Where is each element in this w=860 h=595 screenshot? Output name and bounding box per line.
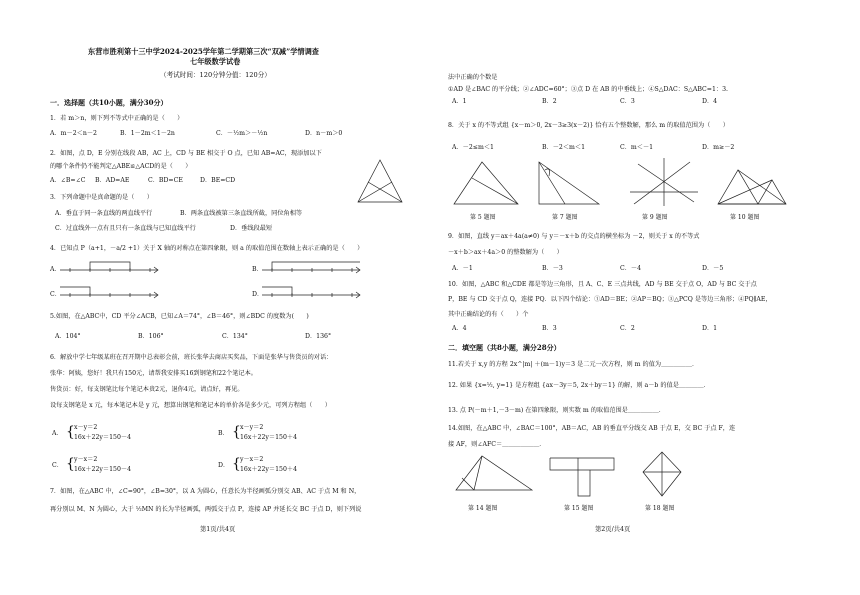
question-10-line-3: 其中正确结论的有（ ）个 xyxy=(448,311,529,318)
figure-q7 xyxy=(535,156,605,208)
q7-option-a: A．1 xyxy=(452,98,467,105)
question-14-line-2: 接 AF，则∠AFC＝＿＿＿＿＿＿． xyxy=(448,441,546,448)
q1-option-a: A．m－2＜n－2 xyxy=(50,130,97,137)
q5-option-c: C．134° xyxy=(222,333,248,340)
q3-option-c: C．过直线外一点有且只有一条直线与已知直线平行 xyxy=(55,225,196,232)
question-6-line-4: 设每支钢笔是 x 元，每本笔记本是 y 元，想算出钢笔和笔记本的单价各是多少元，可列方程组（ ） xyxy=(50,402,331,409)
q7-option-c: C．3 xyxy=(620,98,635,105)
question-2-line-2: 的哪个条件仍不能判定△ABE≌△ACD的是（ ） xyxy=(50,163,192,170)
caption-fig-15: 第 15 题图 xyxy=(564,505,594,512)
q5-option-a: A．104° xyxy=(55,333,81,340)
q6-option-d-eq1: y－x＝2 xyxy=(240,456,264,463)
q8-option-d: D．m≥－2 xyxy=(702,144,735,151)
question-5: 5.如图，在△ABC中，CD 平分∠ACB，已知∠A＝74°，∠B＝46°，则∠BDC 的度数为( ) xyxy=(50,313,309,320)
q1-option-d: D．n－m＞0 xyxy=(305,130,343,137)
figure-q15 xyxy=(548,450,618,500)
figure-q14 xyxy=(454,452,534,494)
q6-option-d-label: D． xyxy=(218,462,230,469)
q2-option-d: D．BE=CD xyxy=(200,177,236,184)
caption-fig-9: 第 9 题图 xyxy=(642,214,668,221)
question-7-line-4: ①AD 是∠BAC 的平分线；②∠ADC=60°；③点 D 在 AB 的中垂线上；④S△DAC：S△ABC=1：3. xyxy=(448,86,728,93)
q6-option-b-brace: { xyxy=(232,424,241,440)
q2-option-a: A．∠B=∠C xyxy=(50,177,86,184)
q3-option-a: A．垂直于同一条直线的两直线平行 xyxy=(55,210,153,217)
question-7-line-1: 7．如图，在△ABC 中，∠C=90°，∠B=30°，以 A 为圆心，任意长为半径画弧分别交 AB、AC 于点 M 和 N， xyxy=(50,488,361,495)
caption-fig-10: 第 10 题图 xyxy=(730,214,760,221)
q4-number-line-d xyxy=(262,285,362,305)
q6-option-a-eq1: x－y＝2 xyxy=(74,424,98,431)
q2-triangle-figure xyxy=(350,158,410,208)
question-7-line-2: 再分别以 M、N 为圆心，大于 ½MN 的长为半径画弧，两弧交于点 P，连接 AP 并延长交 BC 于点 D，则下列说 xyxy=(50,506,362,513)
q6-option-c-eq2: 16x＋22y＝150－4 xyxy=(74,466,132,473)
q6-option-c-eq1: y－x＝2 xyxy=(74,456,98,463)
q10-option-c: C．2 xyxy=(620,325,635,332)
question-7-line-3: 法中正确的个数是 xyxy=(448,74,498,81)
exam-info: （考试时间：120分钟分值：120分） xyxy=(160,71,271,79)
q4-option-d: D． xyxy=(252,291,264,298)
q6-option-b-eq2: 16x＋22y＝150＋4 xyxy=(240,434,298,441)
page-2 xyxy=(430,0,860,595)
question-11: 11.若关于 x,y 的方程 2x^|m| ＋(m－1)y＝3 是二元一次方程，则 m 的值为＿＿＿＿＿． xyxy=(448,361,699,368)
q3-option-b: B．两条直线被第三条直线所截，同位角相等 xyxy=(180,210,303,217)
q9-option-c: C．－4 xyxy=(620,265,642,272)
q8-option-b: B．－2＜m＜1 xyxy=(542,144,586,151)
question-8: 8．关于 x 的不等式组 {x－m＞0, 2x－3≥3(x－2)} 恰有五个整数解，那么 m 的取值范围为（ ） xyxy=(448,122,729,129)
question-10-line-2: P，BE 与 CD 交于点 Q，连接 PQ．以下四个结论：①AD＝BE；②AP＝BQ；③△PCQ 是等边三角形；④PQ∥AE， xyxy=(448,296,772,303)
caption-fig-7: 第 7 题图 xyxy=(552,214,578,221)
question-10-line-1: 10．如图，△ABC 和△CDE 都是等边三角形，且 A、C、E 三点共线，AD 与 BE 交于点 O，AD 与 BC 交于点 xyxy=(448,281,757,288)
q6-option-c-label: C． xyxy=(52,462,63,469)
section-fill-heading: 二．填空题（共8小题，满分28分） xyxy=(448,343,561,352)
question-14-line-1: 14.如图，在△ABC 中，∠BAC＝100°，AB＝AC，AB 的垂直平分线交 AB 于点 E，交 BC 于点 F，连 xyxy=(448,425,736,432)
question-6-line-3: 售货员：好，每支钢笔比每个笔记本贵2元，退你4元，请点好，再见。 xyxy=(50,386,244,393)
page-2-footer: 第2页/共4页 xyxy=(595,526,631,533)
q6-option-b-eq1: x－y＝2 xyxy=(240,424,264,431)
q4-option-c: C． xyxy=(50,291,61,298)
q6-option-a-eq2: 16x＋22y＝150－4 xyxy=(74,434,132,441)
exam-title: 东营市胜利第十三中学2024-2025学年第二学期第三次“双减”学情调查 xyxy=(88,47,319,56)
q6-option-d-brace: { xyxy=(232,456,241,472)
figure-q9 xyxy=(630,156,700,208)
caption-fig-5: 第 5 题图 xyxy=(470,214,496,221)
question-6-line-2: 张华：阿姨，您好！我只有150元，请帮我安排买16到钢笔和22个笔记本。 xyxy=(50,370,257,377)
question-2-line-1: 2．如图，点 D，E 分别在线段 AB，AC 上，CD 与 BE 相交于 O 点，已知 AB=AC，现添加以下 xyxy=(50,150,322,157)
q1-option-b: B．1－2m＜1－2n xyxy=(120,130,175,137)
question-13: 13. 点 P(－m＋1,－3－m) 在第四象限，则实数 m 的取值范围是＿＿＿＿＿． xyxy=(448,407,665,414)
q4-number-line-c xyxy=(60,285,160,305)
q6-option-a-brace: { xyxy=(66,424,75,440)
q6-option-c-brace: { xyxy=(66,456,75,472)
question-1: 1．若 m＞n，则下列不等式中正确的是（ ） xyxy=(50,115,184,122)
figure-q18 xyxy=(637,450,687,498)
q10-option-a: A．4 xyxy=(452,325,467,332)
q5-option-b: B．106° xyxy=(138,333,164,340)
q9-option-a: A．－1 xyxy=(452,265,473,272)
figure-q10 xyxy=(716,156,788,208)
page-1-footer: 第1页/共4页 xyxy=(200,526,236,533)
question-3: 3．下列命题中是真命题的是（ ） xyxy=(50,194,153,201)
question-9-line-1: 9．如图，直线 y＝ax＋4a(a≠0) 与 y＝－x＋b 的交点的横坐标为 －2，则关于 x 的不等式 xyxy=(448,233,700,240)
question-12: 12. 如果 {x=½, y=1} 是方程组 {ax－3y＝5, 2x＋by＝1} 的解，则 a－b 的值是＿＿＿＿． xyxy=(448,382,710,389)
q4-number-line-a xyxy=(60,260,160,280)
q7-option-d: D．4 xyxy=(702,98,718,105)
q3-option-d: D．垂线段最短 xyxy=(230,225,273,232)
exam-subtitle: 七年级数学试卷 xyxy=(190,57,241,66)
q10-option-b: B．3 xyxy=(542,325,557,332)
q8-option-a: A．－2≤m＜1 xyxy=(452,144,494,151)
q6-option-b-label: B． xyxy=(218,430,229,437)
question-9-line-2: －x＋b＞ax＋4a＞0 的整数解为（ ） xyxy=(448,249,563,256)
figure-q5 xyxy=(452,158,522,208)
q6-option-a-label: A． xyxy=(52,430,63,437)
q4-number-line-b xyxy=(262,260,362,280)
question-6-line-1: 6．解放中学七年级某班在召开期中总表彰会前，班长张华去商店买奖品，下面是张华与售货员的对话： xyxy=(50,354,333,361)
q7-option-b: B．2 xyxy=(542,98,557,105)
section-choice-heading: 一．选择题（共10小题，满分30分） xyxy=(50,98,168,107)
q2-option-b: B．AD=AE xyxy=(95,177,130,184)
q2-option-c: C．BD=CE xyxy=(148,177,183,184)
caption-fig-14: 第 14 题图 xyxy=(468,505,498,512)
q10-option-d: D．1 xyxy=(702,325,718,332)
q9-option-d: D．－5 xyxy=(702,265,724,272)
q4-option-a: A． xyxy=(50,266,61,273)
question-4: 4．已知点 P（a+1，－a/2 +1）关于 X 轴的对称点在第四象限，则 a 的取值范围在数轴上表示正确的是（ ） xyxy=(50,245,364,252)
q9-option-b: B．－3 xyxy=(542,265,563,272)
q1-option-c: C．－½m＞－½n xyxy=(216,130,268,137)
q4-option-b: B． xyxy=(252,266,263,273)
q8-option-c: C．m＜－1 xyxy=(620,144,654,151)
q6-option-d-eq2: 16x＋22y＝150＋4 xyxy=(240,466,298,473)
caption-fig-18: 第 18 题图 xyxy=(645,505,675,512)
q5-option-d: D．136° xyxy=(305,333,332,340)
